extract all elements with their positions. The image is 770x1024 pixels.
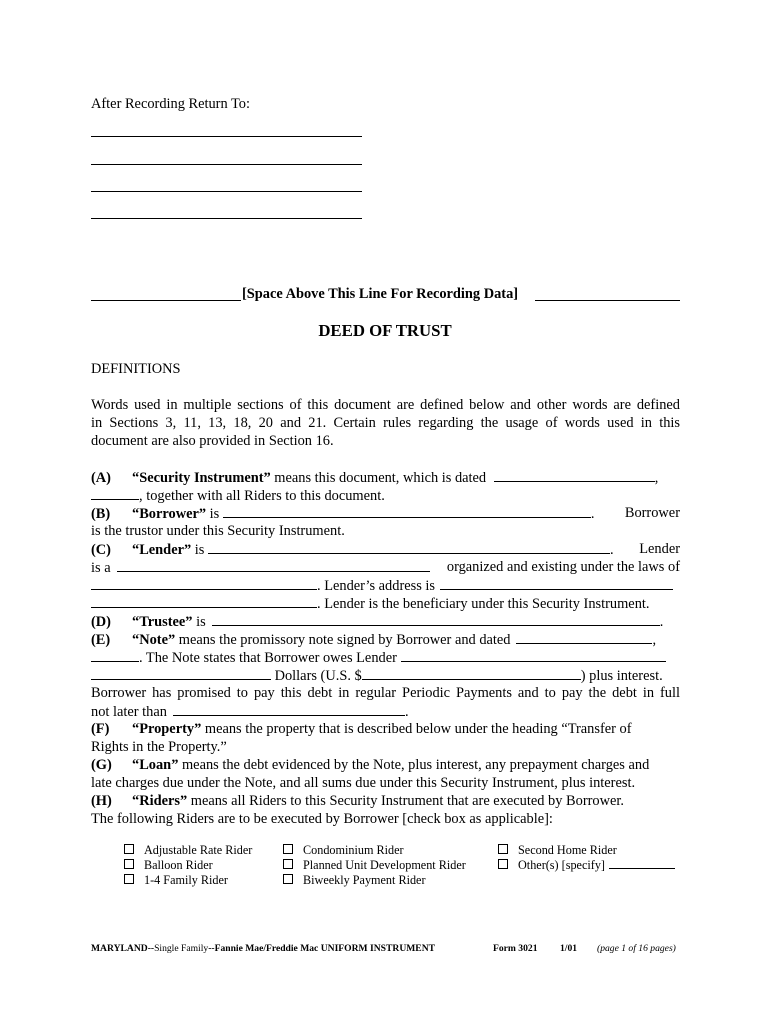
rider-label: Adjustable Rate Rider	[144, 843, 253, 857]
definition-c-label: (C)	[91, 542, 111, 558]
lender-name-field[interactable]	[208, 540, 610, 554]
lender-beneficiary-text: . Lender is the beneficiary under this Security Instrument.	[317, 596, 650, 612]
rider-condominium[interactable]	[283, 843, 404, 858]
definition-e-comma: ,	[652, 632, 657, 648]
definition-f-term: “Property”	[132, 721, 202, 737]
definition-d-term: “Trustee”	[132, 614, 193, 630]
note-amount-words-field-2[interactable]	[91, 666, 271, 680]
definition-h	[91, 792, 680, 810]
definition-b-period: .	[590, 506, 595, 522]
definition-e	[91, 630, 680, 649]
lender-address-text: . Lender’s address is	[317, 578, 436, 594]
recording-line-left	[91, 300, 241, 301]
note-amount-words-field[interactable]	[401, 648, 666, 662]
rider-biweekly-payment[interactable]	[283, 873, 426, 888]
definition-e-term: “Note”	[132, 632, 176, 648]
footer-family: Single Family	[154, 943, 209, 954]
return-to-label: After Recording Return To:	[91, 96, 250, 112]
note-amount-dollars-field[interactable]	[362, 666, 581, 680]
definition-h-label: (H)	[91, 793, 112, 809]
checkbox[interactable]	[283, 859, 293, 869]
lender-address-field[interactable]	[440, 576, 673, 590]
definition-g-term: “Loan”	[132, 757, 179, 773]
return-address-line-1[interactable]	[91, 136, 362, 137]
definition-e-line4: Borrower has promised to pay this debt in regular Periodic Payments and to pay the debt in full	[91, 685, 680, 701]
definition-a-text: means this document, which is dated	[270, 470, 490, 486]
definition-c-line3	[91, 576, 680, 595]
footer-dash: --	[147, 943, 155, 954]
other-rider-specify-field[interactable]	[609, 858, 675, 869]
definition-e-text2: . The Note states that Borrower owes Lender	[139, 650, 397, 666]
recording-line-right	[535, 300, 680, 301]
definition-c-line2	[91, 558, 680, 577]
definition-b-term: “Borrower”	[132, 506, 207, 522]
rider-label: 1-4 Family Rider	[144, 873, 228, 887]
rider-label: Balloon Rider	[144, 858, 213, 872]
checkbox[interactable]	[283, 844, 293, 854]
definition-a-label: (A)	[91, 470, 111, 486]
definition-d-text: is	[192, 614, 206, 630]
definition-f-line2: Rights in the Property.”	[91, 739, 227, 755]
checkbox[interactable]	[124, 859, 134, 869]
intro-line-2: in Sections 3, 11, 13, 18, 20 and 21. Certain rules regarding the usage of words used in this	[91, 415, 680, 431]
rider-balloon[interactable]	[124, 858, 213, 873]
plus-interest-text: ) plus interest.	[580, 668, 663, 684]
definition-g-label: (G)	[91, 757, 112, 773]
rider-label: Biweekly Payment Rider	[303, 873, 426, 887]
definition-h-text: means all Riders to this Security Instrument that are executed by Borrower.	[187, 793, 624, 809]
definition-b	[91, 504, 680, 523]
definition-c	[91, 540, 680, 559]
lender-entity-type-field[interactable]	[117, 558, 430, 572]
checkbox[interactable]	[124, 874, 134, 884]
rider-label: Other(s) [specify]	[518, 858, 605, 872]
definition-f-text: means the property that is described below under the heading “Transfer of	[201, 721, 632, 737]
rider-label: Second Home Rider	[518, 843, 617, 857]
definition-e-line5	[91, 702, 680, 721]
definition-a-term: “Security Instrument”	[132, 470, 271, 486]
definition-a-text2: , together with all Riders to this document.	[139, 488, 385, 504]
checkbox[interactable]	[498, 844, 508, 854]
definition-g-text: means the debt evidenced by the Note, plus interest, any prepayment charges and	[178, 757, 650, 773]
footer-page-number: (page 1 of 16 pages)	[597, 943, 676, 954]
definition-c-text: is	[191, 542, 208, 558]
footer-uniform-instrument: Fannie Mae/Freddie Mac UNIFORM INSTRUMENT	[214, 943, 436, 954]
definition-c-term: “Lender”	[132, 542, 192, 558]
definition-a-comma: ,	[654, 470, 659, 486]
definition-b-cont: is the trustor under this Security Instrument.	[91, 523, 345, 539]
definition-e-line2	[91, 648, 680, 667]
definition-h-term: “Riders”	[132, 793, 188, 809]
intro-line-1: Words used in multiple sections of this document are defined below and other words are defined	[91, 397, 680, 413]
return-address-line-4[interactable]	[91, 218, 362, 219]
rider-adjustable-rate[interactable]	[124, 843, 252, 858]
document-title: DEED OF TRUST	[318, 321, 452, 340]
not-later-than-text: not later than	[91, 704, 167, 720]
definition-f	[91, 720, 680, 738]
definition-b-text: is	[206, 506, 223, 522]
lender-organized-text: organized and existing under the laws of	[446, 559, 680, 575]
footer-form-number: Form 3021	[493, 943, 538, 954]
return-address-line-3[interactable]	[91, 191, 362, 192]
definitions-heading: DEFINITIONS	[91, 361, 181, 377]
definition-e-line3	[91, 666, 680, 685]
definition-f-label: (F)	[91, 721, 110, 737]
definition-e-period: .	[404, 704, 409, 720]
return-address-line-2[interactable]	[91, 164, 362, 165]
lender-address-field-2[interactable]	[91, 594, 317, 608]
dollars-text: Dollars (U.S. $	[271, 668, 362, 684]
definition-a	[91, 468, 680, 487]
definition-g-line2: late charges due under the Note, and all sums due under this Security Instrument, plus interest.	[91, 775, 636, 791]
footer-dash: --	[208, 943, 215, 954]
trustee-name-field[interactable]	[212, 612, 660, 626]
definition-c-line4	[91, 594, 680, 613]
security-instrument-year-field[interactable]	[91, 486, 139, 500]
definition-b-label: (B)	[91, 506, 111, 522]
lender-jurisdiction-field[interactable]	[91, 576, 317, 590]
rider-second-home[interactable]	[498, 843, 617, 858]
note-year-field[interactable]	[91, 648, 139, 662]
lender-word: Lender	[639, 541, 680, 557]
checkbox[interactable]	[124, 844, 134, 854]
definition-d-label: (D)	[91, 614, 111, 630]
maturity-date-field[interactable]	[173, 702, 405, 716]
footer-instrument	[91, 943, 435, 954]
definition-d-period: .	[659, 614, 664, 630]
rider-label: Condominium Rider	[303, 843, 404, 857]
rider-planned-unit-development[interactable]	[283, 858, 466, 873]
rider-1-4-family[interactable]	[124, 873, 228, 888]
rider-label: Planned Unit Development Rider	[303, 858, 466, 872]
rider-other[interactable]	[498, 858, 675, 873]
borrower-word: Borrower	[624, 505, 680, 521]
definition-d	[91, 612, 680, 631]
definition-h-line2: The following Riders are to be executed by Borrower [check box as applicable]:	[91, 811, 553, 827]
definition-c-period: .	[609, 542, 614, 558]
intro-line-3: document are also provided in Section 16.	[91, 433, 334, 449]
definition-g	[91, 756, 680, 774]
checkbox[interactable]	[283, 874, 293, 884]
note-date-field[interactable]	[516, 630, 652, 644]
definition-e-label: (E)	[91, 632, 111, 648]
security-instrument-date-field[interactable]	[494, 468, 655, 482]
checkbox[interactable]	[498, 859, 508, 869]
recording-data-label: [Space Above This Line For Recording Data]	[242, 286, 519, 302]
lender-is-a: is a	[91, 560, 111, 576]
definition-a-cont	[91, 486, 680, 505]
definition-e-text: means the promissory note signed by Borrower and dated	[175, 632, 511, 648]
footer-state: MARYLAND	[91, 943, 148, 954]
footer-form-date: 1/01	[560, 943, 578, 954]
borrower-name-field[interactable]	[223, 504, 591, 518]
